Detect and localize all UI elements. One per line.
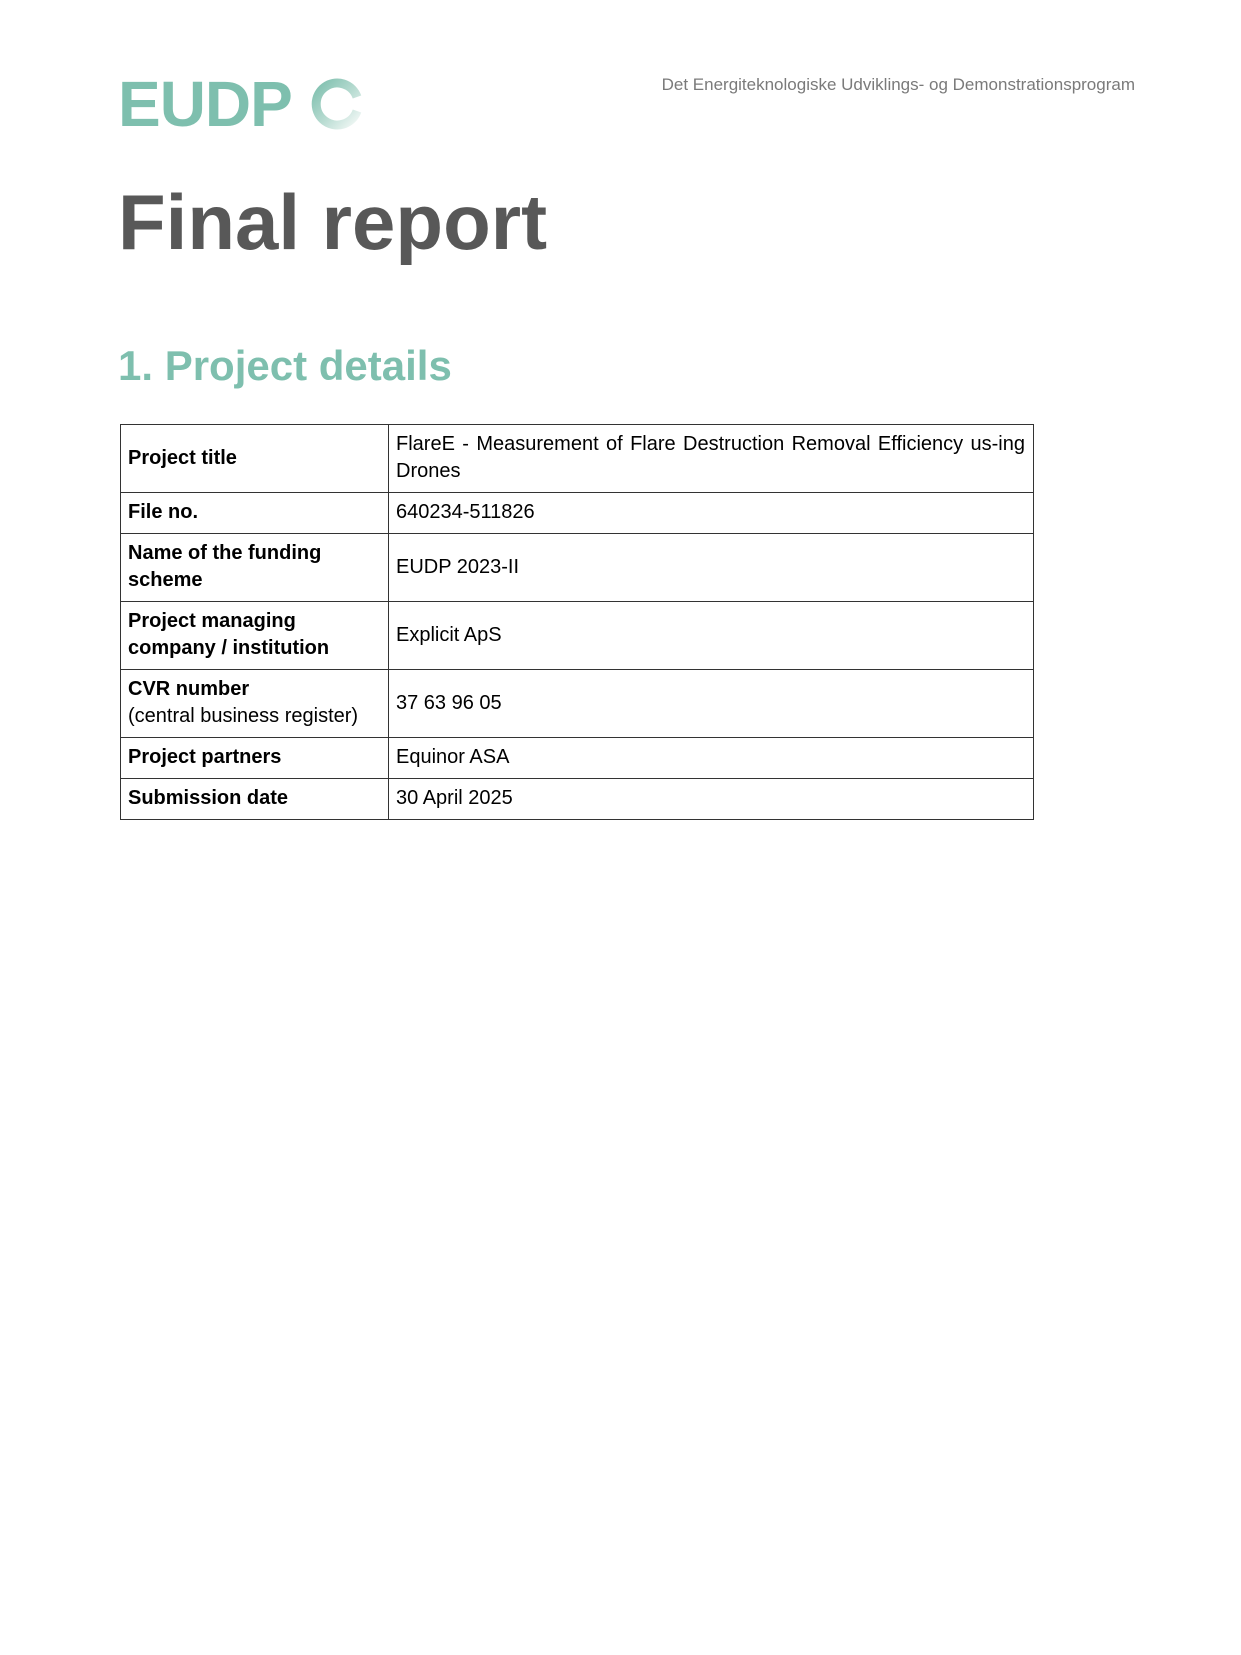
row-value: 37 63 96 05 bbox=[389, 670, 1034, 738]
row-label: Submission date bbox=[121, 779, 389, 820]
row-value: 640234-511826 bbox=[389, 493, 1034, 534]
row-label: Name of the funding scheme bbox=[121, 534, 389, 602]
row-label: File no. bbox=[121, 493, 389, 534]
eudp-ring-icon bbox=[310, 77, 364, 131]
row-label: CVR number bbox=[128, 678, 250, 700]
row-label: Project title bbox=[121, 425, 389, 493]
row-label: Project partners bbox=[121, 738, 389, 779]
row-value: 30 April 2025 bbox=[389, 779, 1034, 820]
section-heading: 1. Project details bbox=[118, 342, 452, 389]
row-value: EUDP 2023-II bbox=[389, 534, 1034, 602]
eudp-logo bbox=[118, 68, 364, 140]
table-row bbox=[121, 493, 1034, 534]
logo-text: EUDP bbox=[118, 68, 292, 140]
row-sublabel: (central business register) bbox=[128, 705, 359, 727]
row-label: Project managing company / institution bbox=[121, 602, 389, 670]
row-value: Explicit ApS bbox=[389, 602, 1034, 670]
program-tagline: Det Energiteknologiske Udviklings- og Demonstrationsprogram bbox=[661, 75, 1135, 94]
page-title: Final report bbox=[118, 178, 548, 266]
table-row bbox=[121, 670, 1034, 738]
table-row bbox=[121, 738, 1034, 779]
row-value: Equinor ASA bbox=[389, 738, 1034, 779]
row-label-cell bbox=[121, 670, 389, 738]
table-row bbox=[121, 534, 1034, 602]
table-row bbox=[121, 425, 1034, 493]
table-row bbox=[121, 602, 1034, 670]
row-value: FlareE - Measurement of Flare Destruction Removal Efficiency us-ing Drones bbox=[389, 425, 1034, 493]
project-details-table bbox=[120, 424, 1034, 820]
table-row bbox=[121, 779, 1034, 820]
